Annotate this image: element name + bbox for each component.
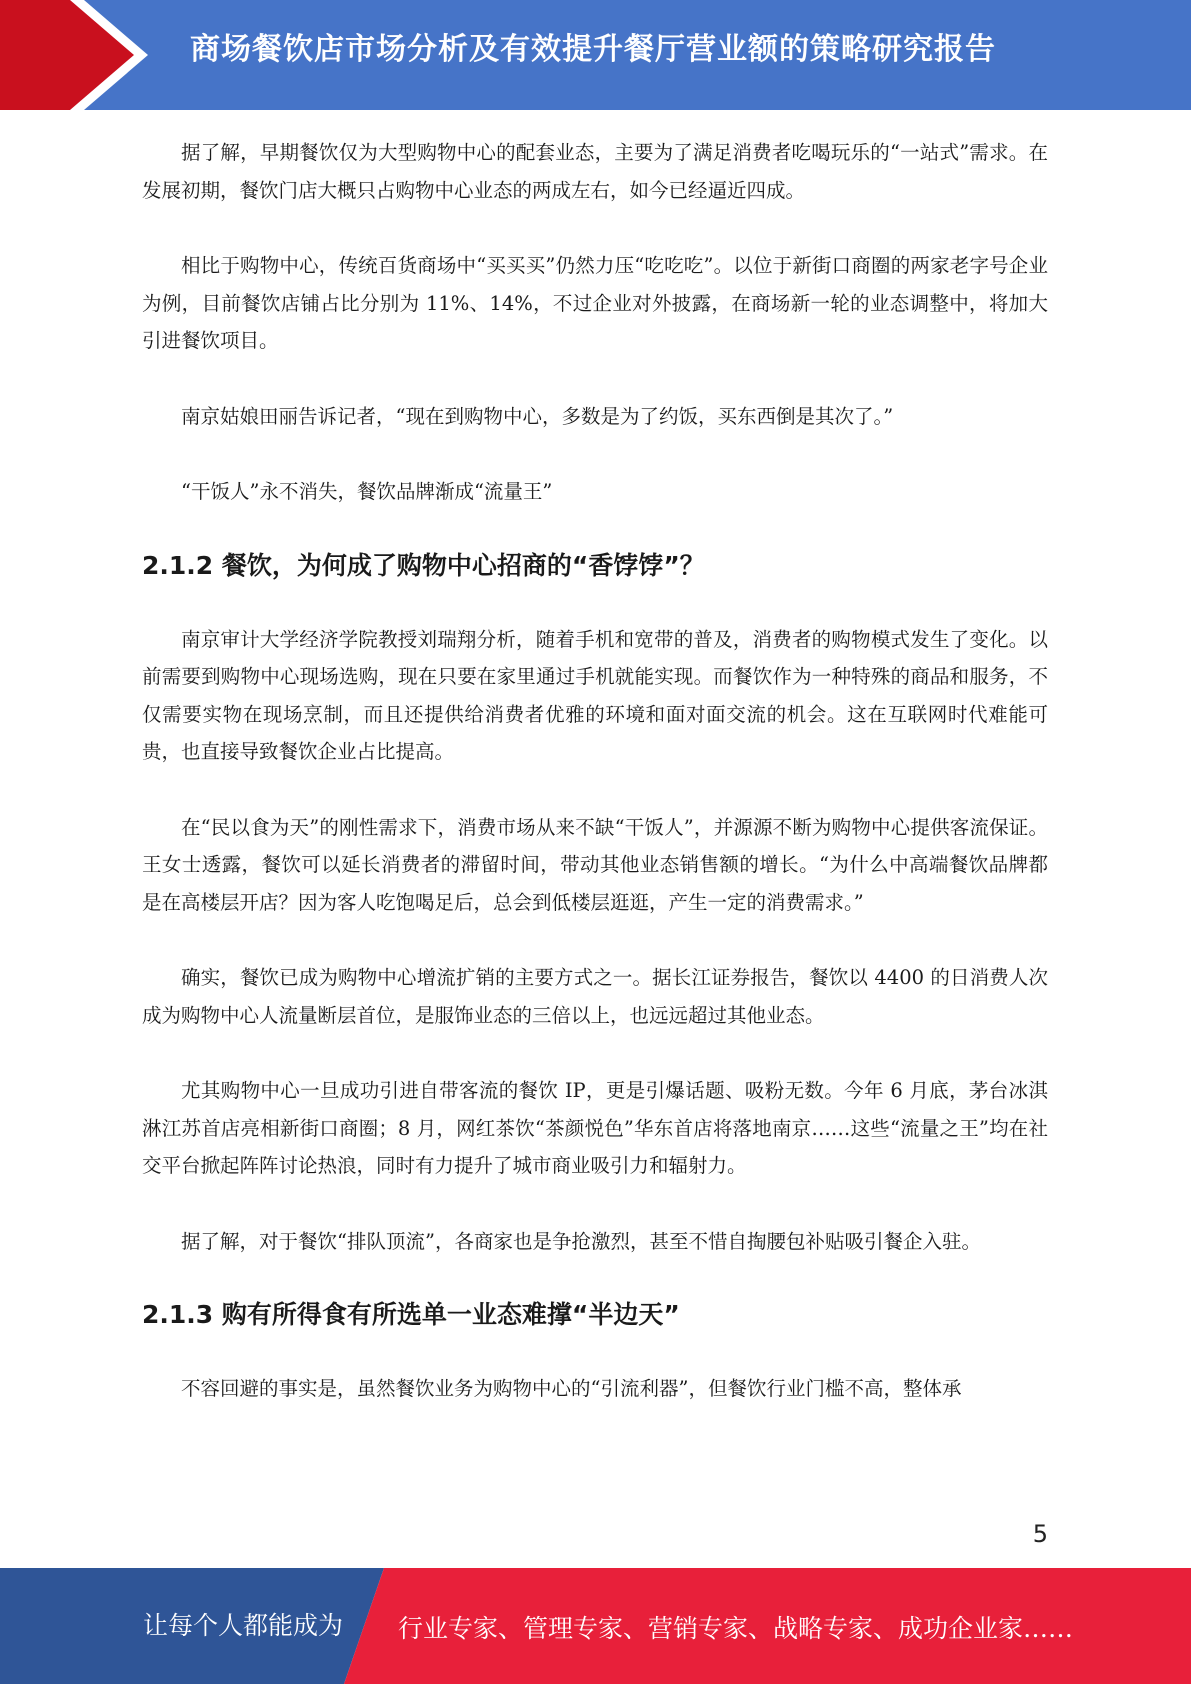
section-heading-2-1-2: 2.1.2 餐饮，为何成了购物中心招商的“香饽饽”？	[142, 550, 705, 580]
section-heading-2-1-3: 2.1.3 购有所得食有所选单一业态难撑“半边天”	[142, 1300, 680, 1329]
footer-slogan-left: 让每个人都能成为	[143, 1611, 344, 1640]
page-header	[0, 0, 1191, 110]
paragraph: 确实，餐饮已成为购物中心增流扩销的主要方式之一。据长江证券报告，餐饮以 4400 的日消费人次成为购物中心人流量断层首位，是服饰业态的三倍以上，也远远超过其他业态。	[142, 966, 1048, 1027]
paragraph: 尤其购物中心一旦成功引进自带客流的餐饮 IP，更是引爆话题、吸粉无数。今年 6 月底，茅台冰淇淋江苏首店亮相新街口商圈；8 月，网红茶饮“茶颜悦色”华东首店将落地南京……这些“流量之王”均在社交平台掀起阵阵讨论热浪，同时有力提升了城市商业吸引力和辐射力。	[142, 1079, 1048, 1177]
paragraph: 在“民以食为天”的刚性需求下，消费市场从来不缺“干饭人”，并源源不断为购物中心提供客流保证。王女士透露，餐饮可以延长消费者的滞留时间，带动其他业态销售额的增长。“为什么中高端餐饮品牌都是在高楼层开店？因为客人吃饱喝足后，总会到低楼层逛逛，产生一定的消费需求。”	[142, 815, 1048, 914]
paragraph: 南京姑娘田丽告诉记者，“现在到购物中心，多数是为了约饭，买东西倒是其次了。”	[181, 404, 894, 428]
paragraph: 相比于购物中心，传统百货商场中“买买买”仍然力压“吃吃吃”。以位于新街口商圈的两家老字号企业为例，目前餐饮店铺占比分别为 11%、14%，不过企业对外披露，在商场新一轮的业态调整中，将加大引进餐饮项目。	[142, 254, 1048, 352]
paragraph: 据了解，早期餐饮仅为大型购物中心的配套业态，主要为了满足消费者吃喝玩乐的“一站式”需求。在发展初期，餐饮门店大概只占购物中心业态的两成左右，如今已经逼近四成。	[142, 141, 1048, 202]
paragraph: 不容回避的事实是，虽然餐饮业务为购物中心的“引流利器”，但餐饮行业门槛不高，整体承	[181, 1377, 962, 1400]
header-chevron-icon	[0, 0, 160, 110]
paragraph: 据了解，对于餐饮“排队顶流”，各商家也是争抢激烈，甚至不惜自掏腰包补贴吸引餐企入驻。	[181, 1229, 981, 1253]
report-title: 商场餐饮店市场分析及有效提升餐厅营业额的策略研究报告	[190, 32, 996, 67]
page-number: 5	[1032, 1520, 1048, 1548]
paragraph: 南京审计大学经济学院教授刘瑞翔分析，随着手机和宽带的普及，消费者的购物模式发生了变化。以前需要到购物中心现场选购，现在只要在家里通过手机就能实现。而餐饮作为一种特殊的商品和服务，不仅需要实物在现场烹制，而且还提供给消费者优雅的环境和面对面交流的机会。这在互联网时代难能可贵，也直接导致餐饮企业占比提高。	[142, 627, 1048, 763]
page-footer	[0, 1568, 1191, 1684]
footer-slogan-right: 行业专家、管理专家、营销专家、战略专家、成功企业家……	[398, 1614, 1074, 1643]
document-body	[142, 134, 1048, 1446]
paragraph: “干饭人”永不消失，餐饮品牌渐成“流量王”	[181, 480, 553, 503]
